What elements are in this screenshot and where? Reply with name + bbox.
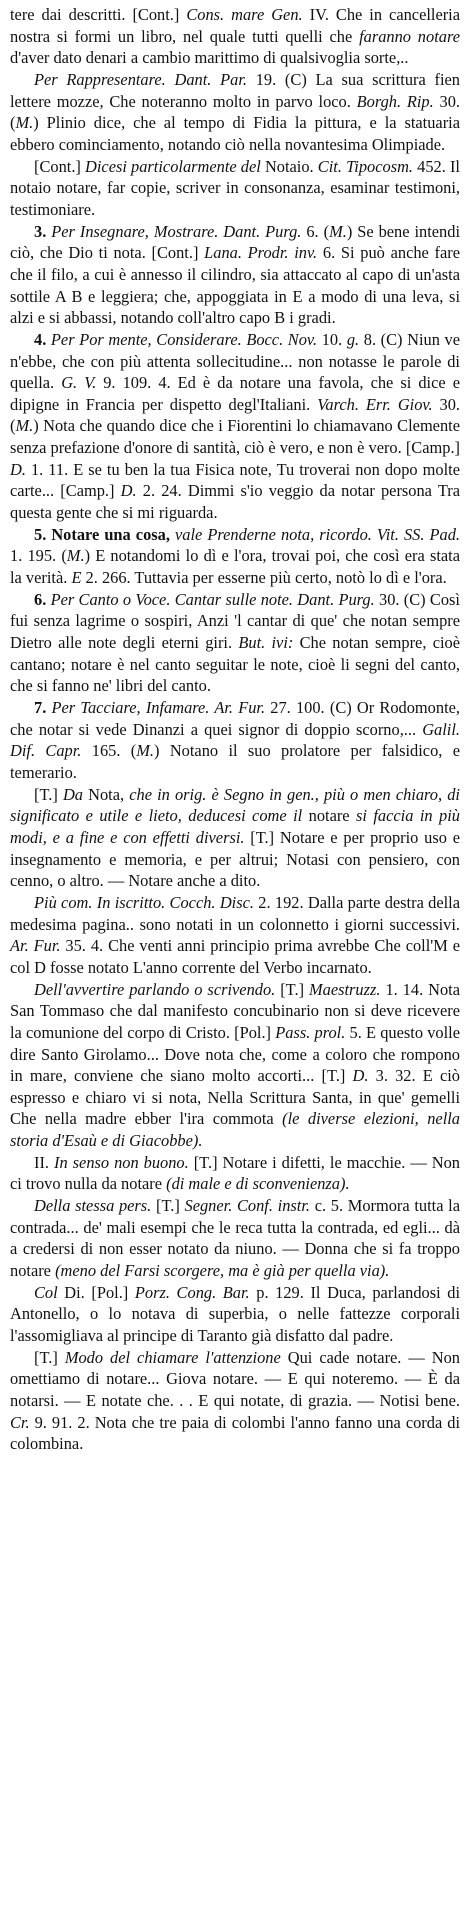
italic-run: Ar. Fur. (10, 936, 61, 956)
italic-run: Cit. Tipocosm. (317, 156, 414, 176)
italic-run: Per Tacciare, Infamare. Ar. Fur. (51, 698, 266, 717)
italic-run: si faccia in più modi, e a fine e con effetti diversi. (10, 806, 460, 847)
text-run: 165. ( (81, 741, 137, 761)
text-run: ) Se bene intendi ciò, che Dio ti nota. [Cont.] (10, 221, 460, 263)
italic-run: (di male e di sconvenienza). (166, 1174, 350, 1194)
text-run: ) Plinio dice, che al tempo di Fidia la pittura, e la statuaria ebbero cominciamento, notando ciò nella novantesima Olimpiade. (10, 113, 460, 154)
text-run: 9. 109. 4. Ed è da notare una favola, che si dice e dipigne in Francia per dispetto degl'Italiani. (10, 373, 460, 414)
text-run: [T.] (151, 1196, 185, 1216)
text-run: [T.] Notare e per proprio uso e insegnamento e memoria, e per altrui; Notasi con pensiero, con cenno, o altro. — Notare anche a dito. (10, 827, 460, 891)
text-run: d'aver dato denari a cambio marittimo di qualsivoglia sorte,.. (10, 48, 409, 68)
italic-run: Segner. Conf. instr. (184, 1196, 310, 1216)
italic-run: Per Rappresentare. Dant. Par. (34, 69, 247, 89)
text-run: Nota, (83, 784, 130, 804)
bold-run: 5. Notare una cosa, (34, 524, 175, 544)
text-run: Qui cade notare. — Non omettiamo di notare... Giova notare. — E qui noteremo. — È da notarsi. — E notate che. . . E qui notate, di grazia. — Notisi bene. (10, 1347, 460, 1410)
text-run: [Cont.] (34, 156, 86, 176)
italic-run: Della stessa pers. (34, 1196, 152, 1216)
bold-run: 6. (34, 589, 51, 609)
bold-run: 3. (34, 221, 52, 241)
text-run: 10. (317, 329, 347, 349)
italic-run: But. ivi: (238, 633, 294, 653)
italic-run: Lana. Prodr. inv. (204, 243, 318, 263)
text-run: c. 5. Mormora tutta la contrada... de' mali esempi che le reca tutta la contrada, ed egli... dà a credersi di non esser notato da niuno. — Donna che si fa troppo notare (10, 1196, 460, 1281)
entry-paragraph (10, 1282, 460, 1347)
text-run: 6. Si può anche fare che il filo, a cui è annesso il cilindro, sia attaccato al capo di un'asta sottile A B e leggiera; che, appoggiata in E a modo di una leva, si alzi e si abbassi, notando coll'altro capo B i gradi. (10, 243, 461, 328)
italic-run: D. (352, 1066, 369, 1086)
italic-run: Col (34, 1282, 58, 1302)
italic-run: Galil. Dif. Capr. (10, 719, 460, 761)
italic-run: Borgh. Rip. (356, 91, 434, 111)
text-run: 1. 195. ( (10, 546, 67, 566)
italic-run: D. (10, 459, 26, 479)
text-run: 2. 266. Tuttavia per esserne più certo, notò lo dì e l'ora. (81, 568, 447, 588)
italic-run: Modo del chiamare l'attenzione (64, 1347, 281, 1367)
entry-paragraph (10, 221, 460, 329)
italic-run: Cons. mare Gen. (186, 5, 303, 24)
entry-paragraph (10, 1195, 460, 1282)
entry-paragraph (10, 1347, 460, 1455)
italic-run: E (71, 568, 82, 588)
italic-run: Varch. Err. Giov. (317, 394, 433, 414)
text-run: Di. [Pol.] (57, 1282, 135, 1302)
text-run: II. (34, 1152, 55, 1172)
text-run: 30. (C) Così fui senza lagrime o sospiri, Anzi 'l cantar di que' che notan sempre Dietro alle note degli eterni giri. (10, 589, 460, 653)
text-run: 9. 91. 2. Nota che tre paia di colombi l'anno fanno una corda di colombina. (10, 1412, 460, 1454)
text-run: notare (302, 806, 357, 826)
italic-run: vale Prenderne nota, ricordo. Vit. SS. Pad. (174, 524, 460, 544)
entry-paragraph (10, 4, 460, 69)
italic-run: Più com. In iscritto. Cocch. Disc. (34, 892, 254, 912)
italic-run: M. (66, 546, 85, 566)
entry-paragraph (10, 329, 460, 524)
text-run: 30. ( (10, 91, 460, 133)
text-run: 8. (C) Niun ve n'ebbe, che con più attenta sollecitudine... non notasse le parole di quella. (10, 329, 460, 393)
italic-run: M. (136, 741, 155, 761)
italic-run: Per Canto o Voce. Cantar sulle note. Dant. Purg. (50, 589, 375, 609)
text-run: 1. 11. E se tu ben la tua Fisica note, Tu troverai non dopo molte carte... [Camp.] (10, 459, 460, 501)
text-run: [T.] (34, 1347, 65, 1367)
text-run: [T.] Notare i difetti, le macchie. — Non ci trovo nulla da notare (10, 1152, 461, 1194)
entry-paragraph (10, 697, 460, 784)
text-run: 2. 192. Dalla parte destra della medesima pagina.. sono notati in un colonnetto i giorni successivi. (10, 892, 460, 934)
text-run: IV. Che in cancelleria nostra si formi un libro, nel quale tutti quelli che (10, 5, 461, 46)
entry-paragraph (10, 589, 460, 697)
italic-run: g. (346, 329, 360, 349)
entry-paragraph (10, 979, 460, 1152)
text-run: tere dai descritti. [Cont.] (10, 5, 187, 24)
italic-run: Da (62, 784, 83, 804)
text-run: ) E notandomi lo dì e l'ora, trovai poi, che così era stata la verità. (10, 546, 460, 588)
italic-run: Per Por mente, Considerare. Bocc. Nov. (50, 329, 318, 349)
text-run: 5. E questo volle dire Santo Girolamo... Dove nota che, come a coloro che rompono in mare, conviene che siano molto accorti... [T.] (10, 1022, 460, 1086)
italic-run: M. (329, 221, 347, 241)
text-run: 452. Il notaio notare, far copie, scriver in consonanza, esaminar testimoni, testimoniare. (10, 156, 460, 219)
italic-run: che in orig. è Segno in gen., più o men chiaro, di significato e utile e lieto, deducesi come il (10, 784, 460, 826)
entry-paragraph (10, 69, 460, 156)
entry-paragraph (10, 892, 460, 979)
text-run: [T.] (275, 979, 309, 999)
text-run: ) Notano il suo prolatore per falsidico, e temerario. (10, 741, 461, 782)
italic-run: D. (120, 481, 137, 501)
text-run: 3. 32. E ciò espresso e chiaro vi si nota, Nella Scrittura Santa, in que' gemelli Che nella madre ebber l'ira commota (10, 1066, 460, 1129)
italic-run: (le diverse elezioni, nella storia d'Esaù e di Giacobbe). (10, 1109, 461, 1151)
italic-run: Cr. (10, 1412, 30, 1432)
text-run: 19. (C) La sua scrittura fien lettere mozze, Che noteranno molto in parvo loco. (10, 69, 460, 111)
entry-paragraph (10, 524, 460, 589)
text-run: Che notan sempre, cioè cantano; notare è nel canto seguitar le note, cioè li segni del canto, che si fanno ne' libri del canto. (10, 633, 460, 696)
text-run: Notaio. (260, 156, 318, 176)
entry-paragraph (10, 1152, 460, 1195)
entry-paragraph (10, 156, 460, 221)
text-run: 30. ( (10, 394, 460, 436)
text-run: 35. 4. Che venti anni principio prima avrebbe Che coll'M e col D fosse notato L'anno corrente del Verbo incarnato. (10, 936, 461, 977)
italic-run: Pass. prol. (275, 1022, 346, 1042)
italic-run: faranno notare (359, 26, 460, 46)
text-run: 6. ( (301, 221, 330, 241)
text-run: 2. 24. Dimmi s'io veggio da notar persona Tra questa gente che si mi riguarda. (10, 481, 460, 523)
italic-run: Maestruzz. (308, 979, 381, 999)
italic-run: Dicesi particolarmente del (85, 156, 261, 176)
italic-run: M. (15, 113, 34, 133)
text-run: 1. 14. Nota San Tommaso che dal manifesto concubinario non si deve ricevere la comunione del corpo di Cristo. [Pol.] (10, 979, 460, 1042)
text-run: [T.] (34, 784, 63, 804)
italic-run: G. V. (61, 373, 97, 393)
text-run: 27. 100. (C) Or Rodomonte, che notar si vede Dinanzi a quei signor di doppio scorno,... (10, 698, 460, 739)
bold-run: 7. (34, 698, 52, 717)
text-run: ) Nota che quando dice che i Fiorentini lo chiamavano Clemente senza prefazione d'onore di santità, ciò è vero, e non è vero. [Camp.] (10, 416, 460, 458)
italic-run: Dell'avvertire parlando o scrivendo. (34, 979, 276, 999)
italic-run: (meno del Farsi scorgere, ma è già per quella via). (55, 1261, 390, 1281)
entry-paragraph (10, 784, 460, 892)
italic-run: M. (15, 416, 34, 436)
italic-run: Per Insegnare, Mostrare. Dant. Purg. (51, 221, 302, 241)
text-run: p. 129. Il Duca, parlandosi di Antonello, o lo notava di superbia, o nelle fattezze corporali l'assomigliava al principe di Taranto già disfatto dal padre. (10, 1282, 460, 1346)
italic-run: In senso non buono. (54, 1152, 189, 1172)
italic-run: Porz. Cong. Bar. (134, 1282, 250, 1302)
bold-run: 4. (34, 329, 51, 349)
